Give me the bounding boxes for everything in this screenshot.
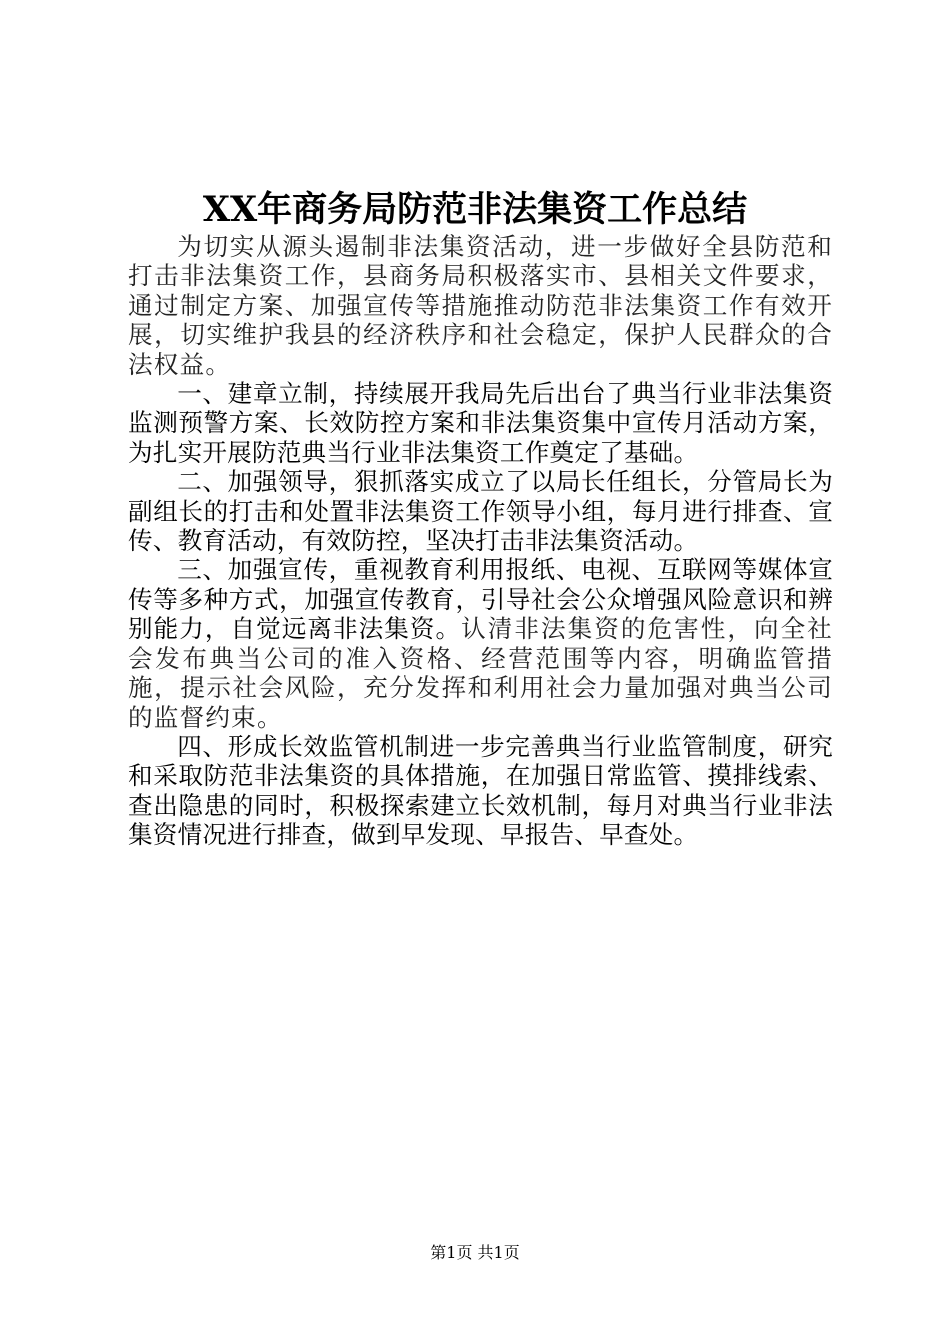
paragraph-4: 四、形成长效监管机制进一步完善典当行业监管制度，研究和采取防范非法集资的具体措施，在加强日常监管、摸排线索、查出隐患的同时，积极探索建立长效机制，每月对典当行业非法集资情况进行排查，做到早发现、早报告、早查处。 (128, 731, 833, 850)
paragraph-3 (128, 555, 833, 731)
document-body (128, 232, 833, 850)
paragraph-intro: 为切实从源头遏制非法集资活动，进一步做好全县防范和打击非法集资工作，县商务局积极落实市、县相关文件要求，通过制定方案、加强宣传等措施推动防范非法集资工作有效开展，切实维护我县的经济秩序和社会稳定，保护人民群众的合法权益。 (128, 232, 833, 379)
paragraph-3-part-a: 三、加强宣传，重视教育利用报纸、电视、互联网等媒体宣传等多种方式，加强宣传教育，引导社会公众增强风险意识和辨别能力，自觉远离非法集资。 (128, 555, 833, 644)
paragraph-1: 一、建章立制，持续展开我局先后出台了典当行业非法集资监测预警方案、长效防控方案和非法集资集中宣传月活动方案，为扎实开展防范典当行业非法集资工作奠定了基础。 (128, 379, 833, 467)
document-title: XX年商务局防范非法集资工作总结 (202, 189, 748, 230)
paragraph-3-part-b: 认清非法集资的危害性，向全社会发布典当公司的准入资格、经营范围等内容，明确监管措施，提示社会风险，充分发挥和利用社会力量加强对典当公司的监督约束。 (128, 614, 833, 732)
page-footer: 第1页 共1页 (430, 1243, 520, 1262)
paragraph-2: 二、加强领导，狠抓落实成立了以局长任组长，分管局长为副组长的打击和处置非法集资工作领导小组，每月进行排查、宣传、教育活动，有效防控，坚决打击非法集资活动。 (128, 467, 833, 556)
